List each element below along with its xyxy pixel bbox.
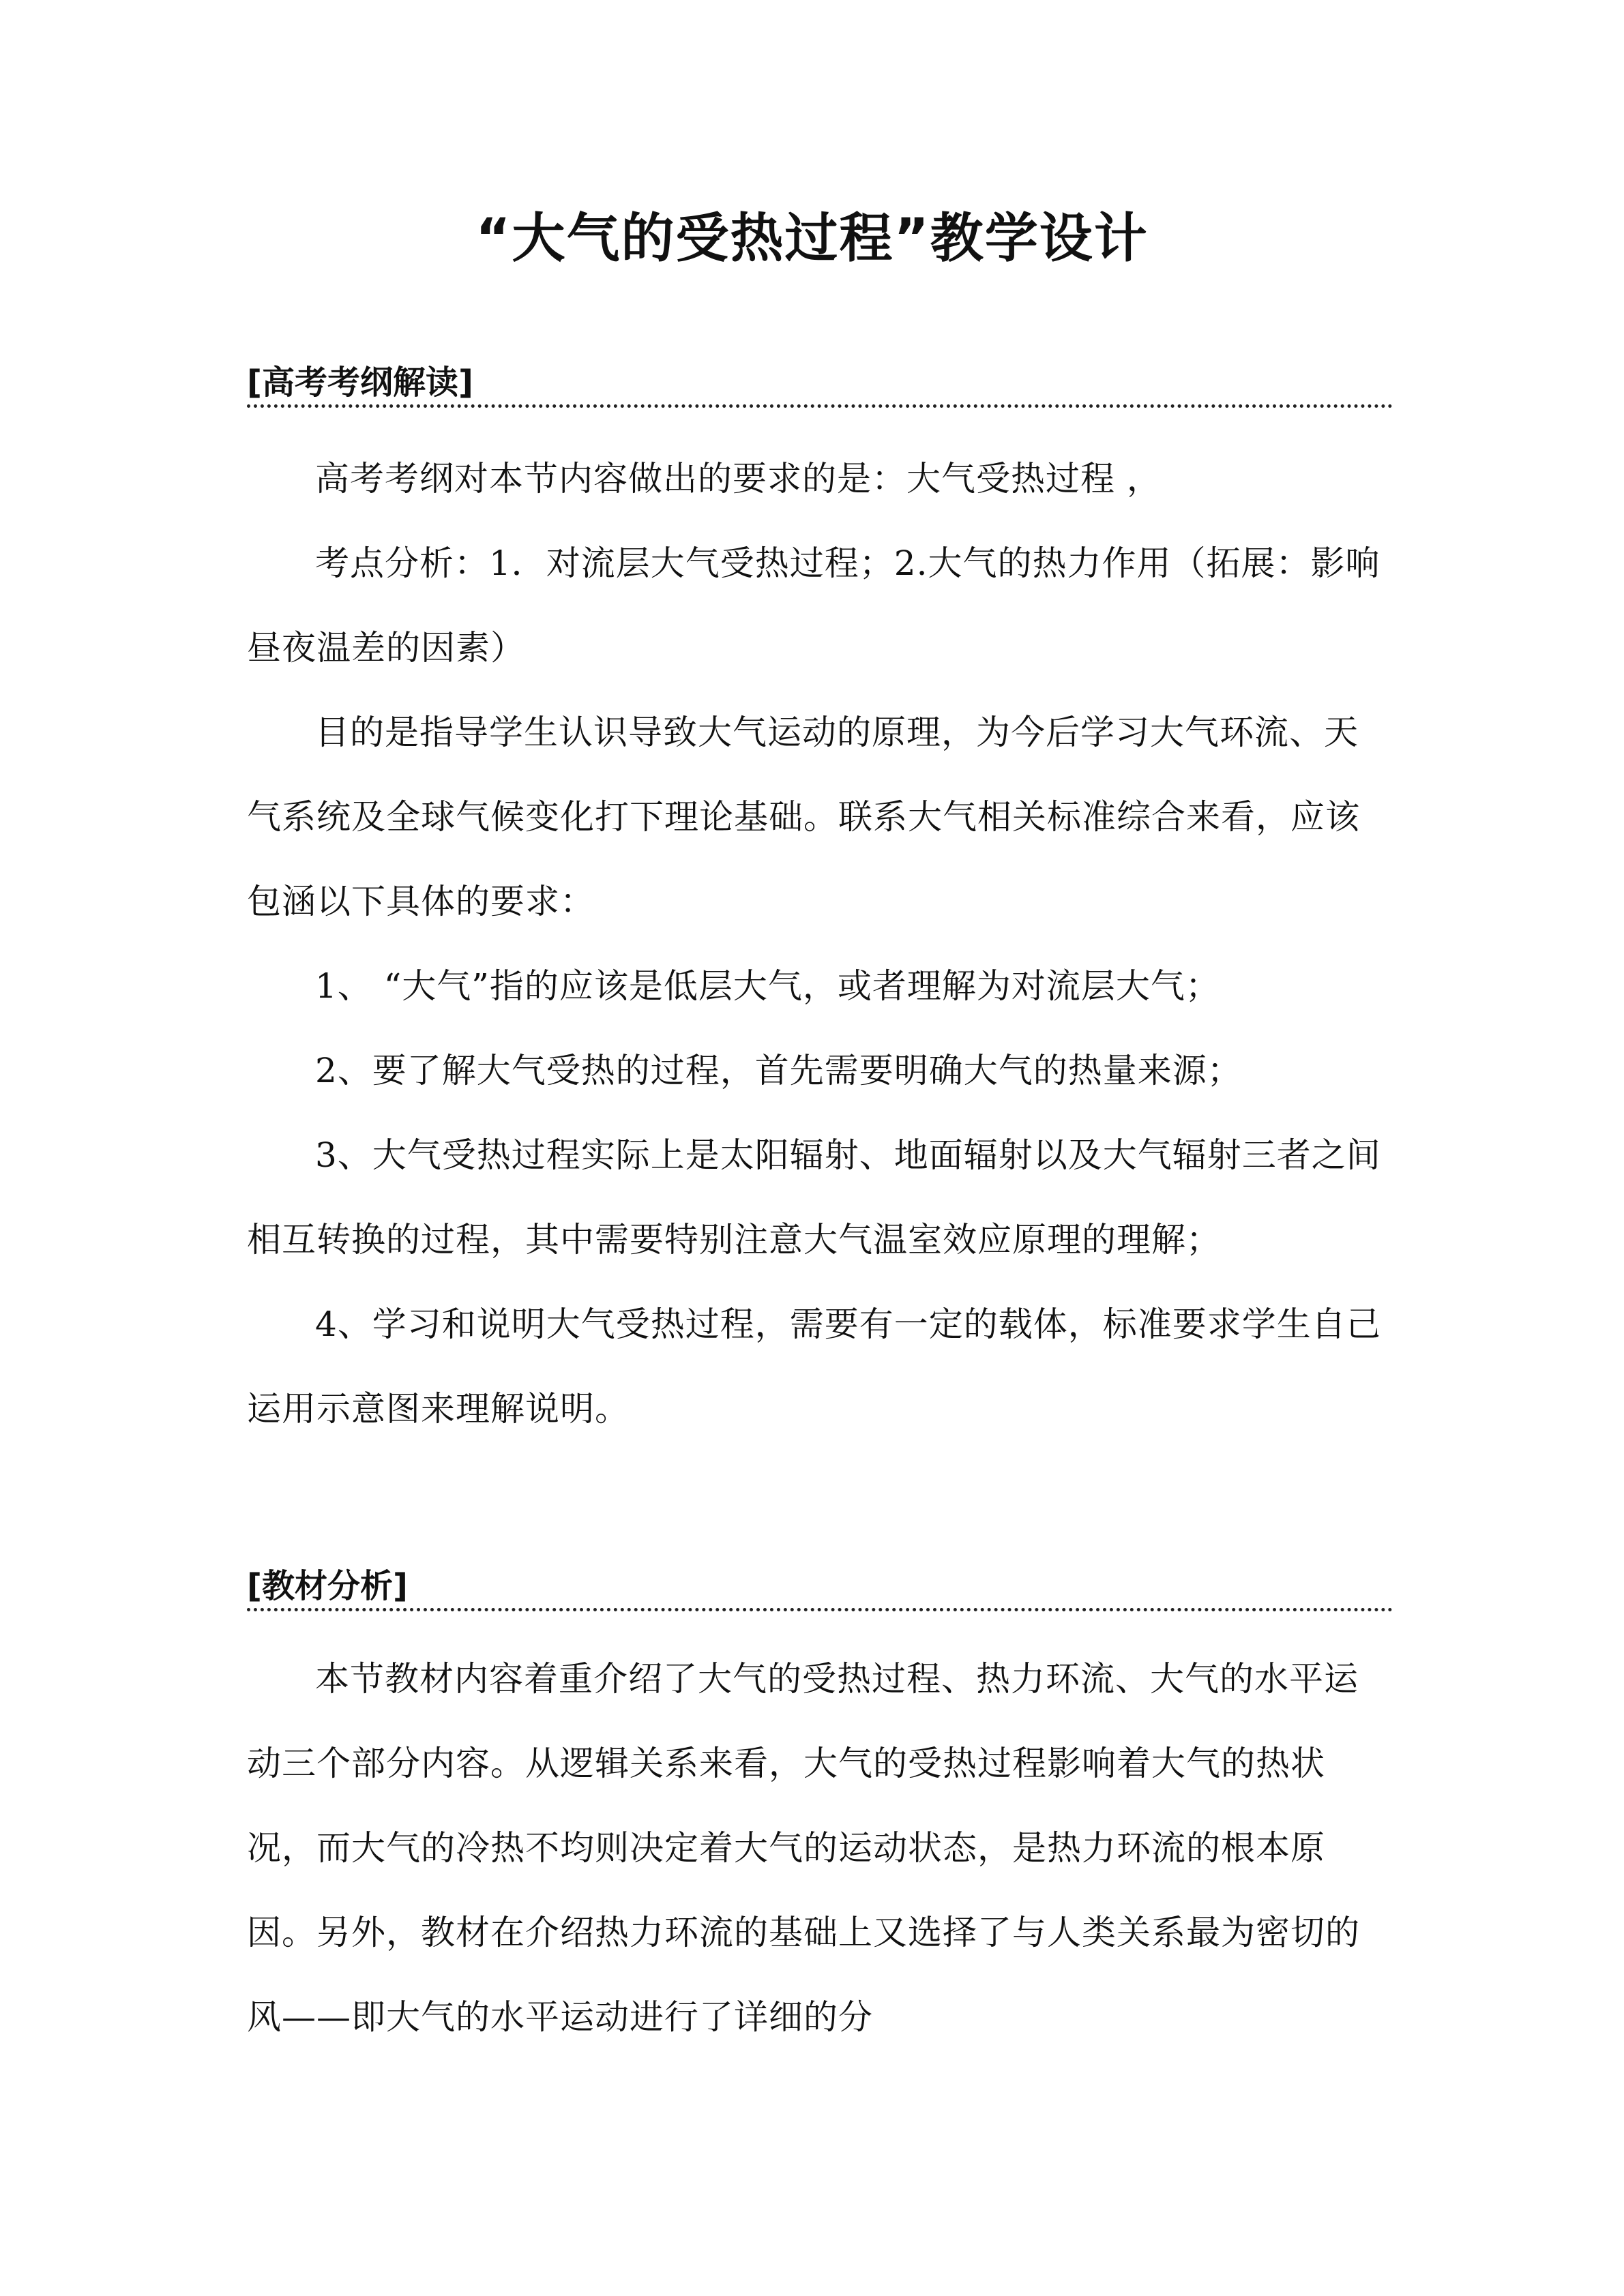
textbook-analysis-body: [247, 1637, 1393, 2059]
paragraph: 高考考纲对本节内容做出的要求的是：大气受热过程 ，: [315, 459, 1162, 498]
exam-outline-body: [247, 436, 1393, 1451]
section-heading-exam-outline: [247, 361, 1393, 408]
page-title: “大气的受热过程”教学设计: [475, 208, 1149, 269]
section-heading-label: [高考考纲解读]: [247, 363, 473, 402]
section-heading-label: [教材分析]: [247, 1567, 408, 1605]
section-heading-textbook-analysis: [247, 1565, 1393, 1611]
paragraph: 考点分析：1．对流层大气受热过程；2.大气的热力作用（拓展：影响昼夜温差的因素）: [247, 543, 1381, 668]
paragraph: 目的是指导学生认识导致大气运动的原理，为今后学习大气环流、天气系统及全球气候变化打下理论基础。联系大气相关标准综合来看，应该包涵以下具体的要求：: [247, 713, 1360, 921]
list-item: 4、学习和说明大气受热过程，需要有一定的载体，标准要求学生自己运用示意图来理解说明。: [247, 1304, 1381, 1429]
list-item: 2、要了解大气受热的过程，首先需要明确大气的热量来源；: [315, 1051, 1242, 1090]
list-item: 3、大气受热过程实际上是太阳辐射、地面辐射以及大气辐射三者之间相互转换的过程，其中需要特别注意大气温室效应原理的理解；: [247, 1135, 1381, 1259]
paragraph: 本节教材内容着重介绍了大气的受热过程、热力环流、大气的水平运动三个部分内容。从逻辑关系来看，大气的受热过程影响着大气的热状况，而大气的冷热不均则决定着大气的运动状态，是热力环流的根本原因。另外，教材在介绍热力环流的基础上又选择了与人类关系最为密切的风——即大气的水平运动进行了详细的分: [247, 1659, 1360, 2037]
list-item: 1、 “大气”指的应该是低层大气，或者理解为对流层大气；: [315, 966, 1220, 1006]
